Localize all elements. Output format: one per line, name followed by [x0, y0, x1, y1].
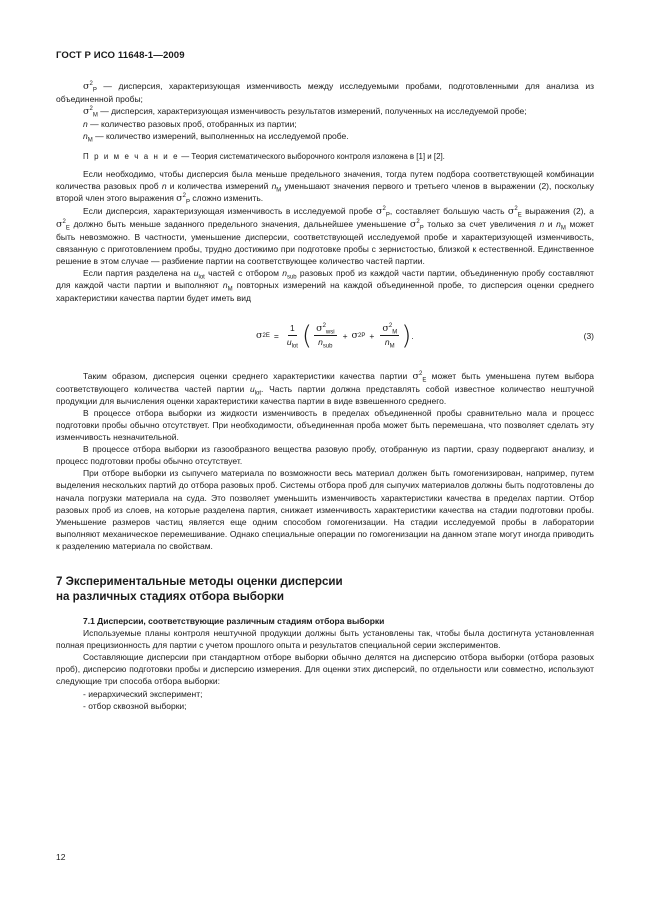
document-header: ГОСТ Р ИСО 11648-1—2009	[56, 50, 185, 61]
text: . Часть партии должна представлять собой известное количество нештучной продукции для вычисления оценки характеристики качества партии в виде взвешенного среднего.	[56, 383, 594, 406]
symbol-sigma: σ	[83, 106, 90, 118]
symbol-n: n	[161, 180, 167, 191]
paragraph-5: В процессе отбора выборки из жидкости изменчивость в пределах объединенной пробы сравнительно мала и процесс подготовки пробы обычно отсутствует. При необходимости, объединенная проба может быть перемешана, что позволяет сделать эту изменчивость незначительной.	[56, 407, 594, 443]
definition-text: — количество разовых проб, отобранных из партии;	[87, 119, 297, 130]
symbol-subscript: P	[92, 87, 97, 94]
definition-text: — количество измерений, выполненных на исследуемой пробе.	[92, 131, 349, 142]
paragraph-8: Используемые планы контроля нештучной продукции должны быть установлены так, чтобы была достигнута установленная полная прецизионность для партии с учетом прошлого опыта и результатов специальной серии экспериментов.	[56, 628, 594, 651]
equation-number: (3)	[583, 330, 594, 341]
list-item: - иерархический эксперимент;	[83, 688, 203, 699]
symbol-n-m: n	[222, 280, 228, 291]
symbol-u-lot: u	[249, 383, 255, 394]
symbol-sigma: σ	[507, 205, 515, 217]
page-content	[56, 80, 594, 712]
fraction-wsi: $\frac{\sigma^2_{wsi}}{n_{sub}}$	[316, 323, 335, 350]
symbol-sigma: σ	[176, 192, 183, 204]
symbol-n: n	[539, 218, 545, 229]
section-7-title	[56, 574, 594, 604]
text: Если дисперсия, характеризующая изменчивость в исследуемой пробе	[83, 205, 377, 216]
definition-n	[56, 118, 594, 130]
paragraph-7: При отборе выборки из сыпучего материала по возможности весь материал должен быть гомогенизирован, например, путем выделения нескольких партий до отбора разовых проб. Системы отбора проб для сыпучих материалов должны быть подготовлены до начала погрузки материала на суда. Это позволяет уменьшить изменчивость характеристики качества в пределах партии. Отбор разовых проб из слоев, на которые разделена партия, снижает изменчивость характеристики качества на стадии подготовки пробы. Уменьшение размеров частиц является еще одним способом гомогенизации. На стадии исследуемой пробы в лаборатории выполняют механическое перемешивание. Однако специальные операции по гомогенизации на данном этапе могут иногда приводить к разделению материала по свойствам.	[56, 468, 594, 551]
text: повторных измерений на каждой объединенной пробе, то дисперсия оценки среднего характеристики качества партии будет иметь вид	[56, 280, 595, 303]
paragraph-9: Составляющие дисперсии при стандартном отборе выборки обычно делятся на дисперсию отбора выборки (отбора разовых проб), дисперсию подготовки пробы и дисперсию измерения. Для оценки этих дисперсий, по отдельности или совместно, используют следующие три способа отбора выборки:	[56, 652, 594, 687]
text: Если партия разделена на	[83, 268, 194, 279]
equation-body: σ 2 E = $\frac{1}{u_{lot}}$ ( $\frac{\sigma^2_{wsi}}{n_{sub}}$ + σ 2 P + $\frac{\sigma^2_M}{n_M}$ ) .	[256, 320, 414, 351]
paragraph-6: В процессе отбора выборки из газообразного вещества разовую пробу, отобранную из партии, сразу подвергают анализу, и процесс подготовки пробы обычно отсутствует.	[56, 444, 594, 467]
symbol-subscript: M	[87, 138, 93, 145]
equation-3	[56, 316, 594, 356]
section-title-line: 7 Экспериментальные методы оценки дисперсии	[56, 575, 343, 588]
definition-sigma-p: $\sigma^2_P$ — дисперсия, характеризующая изменчивость между исследуемыми пробами, подготовленными для анализа из объединенной пробы;	[56, 81, 594, 105]
text: частей с отбором	[204, 268, 283, 279]
note	[56, 151, 594, 163]
text: Таким образом, дисперсия оценки среднего характеристики качества партии	[83, 370, 413, 381]
text: должно быть меньше заданного предельного значения, дальнейшее уменьшение	[69, 218, 410, 229]
definition-sigma-m: $\sigma^2_M$ — дисперсия, характеризующая изменчивость результатов измерений, полученных на исследуемой пробе;	[83, 106, 527, 119]
text: сложно изменить.	[190, 192, 264, 203]
paragraph-4: Таким образом, дисперсия оценки среднего характеристики качества партии $\sigma^2_E$ может быть уменьшена путем выбора соответствующего количества частей партии $u_{lot}$. Часть партии должна представлять собой известное количество нештучной продукции для вычисления оценки характеристики качества партии в виде взвешенного среднего.	[56, 370, 594, 406]
text: может быть невозможно. В частности, уменьшение дисперсии, соответствующей исследуемой пробе и характеризующей изменчивость, связанную с приготовлением пробы, трудно достижимо при подготовке пробы с зернистостью, близкой к естественной. Единственное решение в этом случае — разбиение партии на соответствующее количество частей партии.	[56, 218, 594, 267]
list-item: - отбор сквозной выборки;	[83, 700, 187, 711]
left-paren: (	[301, 320, 313, 351]
text: уменьшают значения первого и третьего членов в выражении (2), поскольку второй член этого выражения	[56, 180, 594, 203]
right-paren: )	[401, 320, 412, 351]
symbol-sigma: σ	[409, 218, 417, 230]
text: Если необходимо, чтобы дисперсия была меньше предельного значения, тогда путем подбора соответствующей комбинации количества разовых проб	[56, 168, 594, 191]
text: только за счет увеличения	[423, 218, 540, 229]
paragraph-1: Если необходимо, чтобы дисперсия была меньше предельного значения, тогда путем подбора соответствующей комбинации количества разовых проб n и количества измерений $n_M$ уменьшают значения первого и третьего членов в выражении (2), поскольку второй член этого выражения $\sigma^2_P$ сложно изменить.	[56, 168, 594, 206]
text: может быть уменьшена путем выбора соответствующего количества частей партии	[56, 370, 594, 394]
fraction-1-over-ulot: $\frac{1}{u_{lot}}$	[286, 323, 298, 350]
symbol-sigma: σ	[412, 370, 420, 382]
definition-n-m	[56, 130, 594, 145]
symbol-n: n	[83, 131, 88, 142]
symbol-n-sub: n	[282, 268, 287, 279]
note-text: — Теория систематического выборочного контроля изложена в [1] и [2].	[179, 152, 445, 162]
symbol-n-m: n	[556, 218, 561, 229]
symbol-u-lot: u	[193, 268, 199, 279]
text: и	[544, 218, 557, 229]
page-number: 12	[56, 852, 66, 862]
text: разовых проб из каждой части партии, объединенную пробу составляют для каждой части партии и выполняют	[56, 268, 594, 291]
symbol-n-m: n	[271, 180, 277, 191]
symbol-subscript: M	[92, 112, 98, 119]
definition-text: — дисперсия, характеризующая изменчивость между исследуемыми пробами, подготовленными для анализа из объединенной пробы;	[56, 81, 594, 105]
section-title-line: на различных стадиях отбора выборки	[56, 590, 284, 603]
paragraph-3: Если партия разделена на $u_{lot}$ частей с отбором $n_{sub}$ разовых проб из каждой части партии, объединенную пробу составляют для каждой части партии и выполняют $n_M$ повторных измерений на каждой объединенной пробе, то дисперсия оценки среднего характеристики качества партии будет иметь вид	[56, 268, 595, 303]
subsection-7-1-title: 7.1 Дисперсии, соответствующие различным стадиям отбора выборки	[83, 616, 385, 626]
text: выражения (2), а	[521, 205, 594, 216]
symbol-sigma: σ	[83, 81, 90, 92]
symbol-sigma: σ	[376, 205, 383, 217]
note-label: П р и м е ч а н и е	[83, 152, 180, 162]
fraction-m: $\frac{\sigma^2_M}{n_M}$	[382, 323, 398, 350]
symbol-sigma: σ	[256, 329, 263, 341]
text: и количества измерений	[166, 180, 272, 191]
symbol-subscript: M	[276, 187, 282, 194]
symbol-n: n	[83, 119, 88, 130]
paragraph-2: Если дисперсия, характеризующая изменчивость в исследуемой пробе $\sigma^2_P$, составляет большую часть $\sigma^2_E$ выражения (2), а $\sigma^2_E$ должно быть меньше заданного предельного значения, дальнейшее уменьшение $\sigma^2_P$ только за счет увеличения n и $n_M$ может быть невозможно. В частности, уменьшение дисперсии, соответствующей исследуемой пробе и характеризующей изменчивость, связанную с приготовлением пробы, трудно достижимо при подготовке пробы с зернистостью, близкой к естественной. Единственное решение в этом случае — разбиение партии на соответствующее количество частей партии.	[56, 205, 594, 267]
definition-text: — дисперсия, характеризующая изменчивость результатов измерений, полученных на исследуемой пробе;	[97, 106, 527, 117]
symbol-sigma: σ	[56, 218, 63, 230]
text: , составляет большую часть	[389, 205, 508, 216]
